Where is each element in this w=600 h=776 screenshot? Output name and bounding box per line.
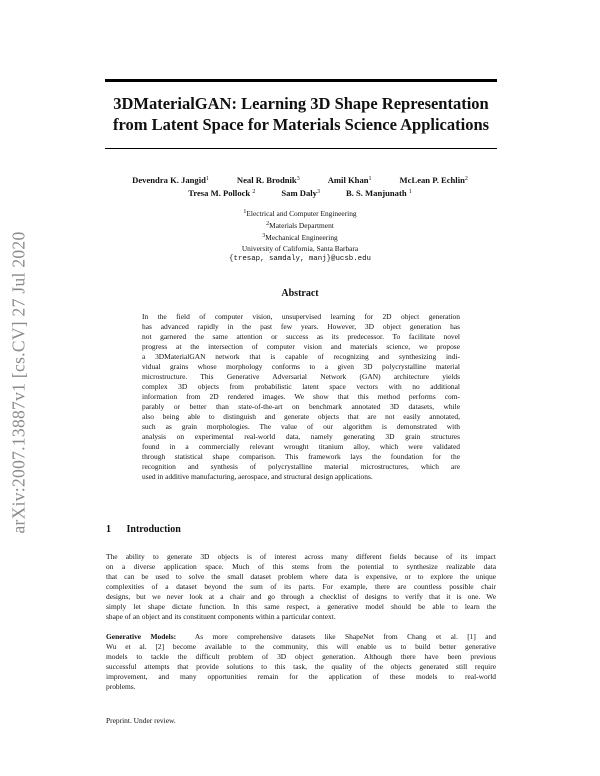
paper-title xyxy=(96,93,506,135)
paragraph-line: found in a commercially relevant wrought titanium alloy, which were validated xyxy=(142,442,460,451)
author-list xyxy=(100,174,500,199)
paragraph-line: microstructure. This Generative Adversarial Network (GAN) architecture yields xyxy=(142,372,460,381)
paper-title-line-2: from Latent Space for Materials Science Applications xyxy=(112,115,490,134)
title-top-rule xyxy=(105,79,497,82)
paragraph-line: Generative Models: As more comprehensive datasets like ShapeNet from Chang et al. [1] and xyxy=(106,632,496,641)
paragraph-line: vidual grains whose morphology conforms to a given 3D polycrystalline material xyxy=(142,362,460,371)
paragraph-line: models to tackle the difficult problem of 3D object generation. Although there have been previous xyxy=(106,652,496,661)
abstract-heading: Abstract xyxy=(281,288,319,299)
title-bottom-rule xyxy=(105,148,497,149)
paragraph-line: such as grain morphologies. The value of our algorithm is demonstrated with xyxy=(142,422,460,431)
preprint-note: Preprint. Under review. xyxy=(106,716,176,725)
affiliation-line: $^2$Materials Department xyxy=(266,221,334,231)
paragraph-line: progress at the intersection of computer vision and materials science, we propose xyxy=(142,342,460,351)
author: Amil Khan$^1$ xyxy=(327,175,372,185)
affiliation-line: $^3$Mechanical Engineering xyxy=(262,233,338,243)
contact-email[interactable]: {tresap, samdaly, manj}@ucsb.edu xyxy=(229,254,371,263)
paragraph-line: improvement, and many opportunities remain for the application of these models to real-world xyxy=(106,672,496,681)
paragraph-line: through statistical shape comparison. This framework lays the foundation for the xyxy=(142,452,460,461)
paragraph-line: has advanced rapidly in the past few years. However, 3D object generation has xyxy=(142,322,460,331)
paragraph-line: that can be used to solve the small dataset problem where data is expensive, or to explore the unique xyxy=(106,572,496,581)
paper-title-line-1: 3DMaterialGAN: Learning 3D Shape Representation xyxy=(113,94,489,113)
author: Devendra K. Jangid$^1$ xyxy=(132,175,209,185)
section-title: Introduction xyxy=(126,524,181,535)
university-name: University of California, Santa Barbara xyxy=(241,243,359,253)
intro-paragraph-2 xyxy=(106,632,496,692)
run-in-heading: Generative Models: xyxy=(106,632,177,641)
author-row-1 xyxy=(100,174,500,186)
author: McLean P. Echlin$^2$ xyxy=(399,175,468,185)
author: B. S. Manjunath $^1$ xyxy=(345,188,412,198)
paragraph-line: complex 3D objects from probabilistic latent space vectors with no additional xyxy=(142,382,460,391)
author: Sam Daly$^3$ xyxy=(281,188,320,198)
paragraph-line: also being able to distinguish and generate objects that are not easily annotated, xyxy=(142,412,460,421)
paragraph-line: used in additive manufacturing, aerospace, and structural design applications. xyxy=(142,472,373,481)
author: Neal R. Brodnik$^3$ xyxy=(236,175,300,185)
arxiv-identifier: arXiv:2007.13887v1 [cs.CV] 27 Jul 2020 xyxy=(8,231,29,534)
paragraph-line: on a diverse application space. Much of this stems from the potential to synthesize realizable data xyxy=(106,562,496,571)
paragraph-line: not garnered the same attention or success as its predecessor. To facilitate novel xyxy=(142,332,460,341)
paragraph-line: parably or better than state-of-the-art on benchmark annotated 3D datasets, while xyxy=(142,402,460,411)
section-heading-introduction xyxy=(106,524,181,535)
paragraph-line: simply let shape dictate function. In this same respect, a generative model should be able to learn the xyxy=(106,602,496,611)
paragraph-line: The ability to generate 3D objects is of interest across many different fields because of its impact xyxy=(106,552,496,561)
paragraph-line: complexities of a dataset beyond the sum of its parts. For example, there are countless possible chair xyxy=(106,582,496,591)
paragraph-line: information from 2D rendered images. We show that this method performs com- xyxy=(142,392,460,401)
affiliation-line: $^1$Electrical and Computer Engineering xyxy=(243,209,357,218)
section-number: 1 xyxy=(106,524,111,535)
paragraph-line: a 3DMaterialGAN network that is capable of recognizing and synthesizing indi- xyxy=(142,352,460,361)
affiliations xyxy=(150,207,450,264)
paragraph-line: In the field of computer vision, unsupervised learning for 2D object generation xyxy=(142,312,460,321)
paragraph-line: analysis on experimental real-world data, namely generating 3D grain structures xyxy=(142,432,460,441)
author-row-2 xyxy=(100,187,500,199)
paragraph-line: recognition and synthesis of polycrystalline material microstructures, which are xyxy=(142,462,460,471)
intro-paragraph-1 xyxy=(106,552,496,622)
paragraph-line: shape of an object and its constituent components within a particular context. xyxy=(106,612,336,621)
abstract-text xyxy=(142,312,460,482)
paragraph-line: designs, but we never look at a chair and go through a checklist of designs to verify that it is one. We xyxy=(106,592,496,601)
paragraph-line: problems. xyxy=(106,682,136,691)
arxiv-sidebar-stamp xyxy=(4,210,34,555)
paragraph-line: Wu et al. [2] become available to the community, this will enable us to build better generative xyxy=(106,642,496,651)
author: Tresa M. Pollock $^2$ xyxy=(188,188,256,198)
paragraph-line: successful attempts that provide solutions to this task, the quality of the objects generated still require xyxy=(106,662,496,671)
